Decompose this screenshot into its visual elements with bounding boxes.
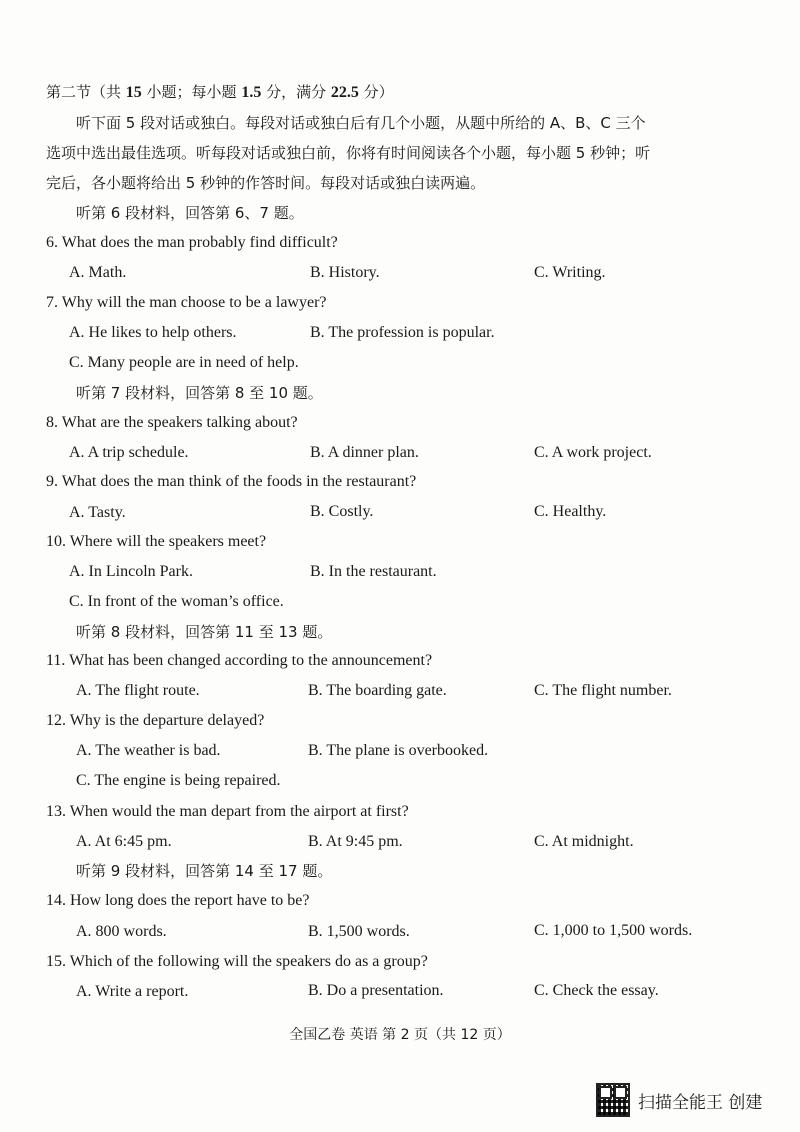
question-6-stem: 6. What does the man probably find difficult? <box>46 234 338 251</box>
scanner-watermark <box>596 1082 762 1118</box>
material-6-heading: 听第 6 段材料，回答第 6、7 题。 <box>76 204 304 222</box>
question-14-option-b: B. 1,500 words. <box>308 923 410 940</box>
question-9-option-c: C. Healthy. <box>534 503 607 520</box>
question-8-option-c: C. A work project. <box>534 444 652 461</box>
question-11-option-c: C. The flight number. <box>534 682 672 699</box>
question-13-option-c: C. At midnight. <box>534 833 634 850</box>
question-11-stem: 11. What has been changed according to the announcement? <box>46 652 433 669</box>
instruction-line-1: 听下面 5 段对话或独白。每段对话或独白后有几个小题，从题中所给的 A、B、C 三个 <box>76 114 646 132</box>
question-14-option-a: A. 800 words. <box>76 923 167 940</box>
question-10-option-b: B. In the restaurant. <box>310 563 437 580</box>
instruction-line-2: 选项中选出最佳选项。听每段对话或独白前，你将有时间阅读各个小题，每小题 5 秒钟；听 <box>46 144 651 162</box>
question-12-option-c: C. The engine is being repaired. <box>76 772 281 789</box>
instruction-line-3: 完后，各小题将给出 5 秒钟的作答时间。每段对话或独白读两遍。 <box>46 174 486 192</box>
question-13-option-a: A. At 6:45 pm. <box>76 833 172 850</box>
question-12-option-b: B. The plane is overbooked. <box>308 742 489 759</box>
question-7-option-b: B. The profession is popular. <box>310 324 495 341</box>
question-11-option-b: B. The boarding gate. <box>308 682 447 699</box>
question-7-option-c: C. Many people are in need of help. <box>69 354 299 371</box>
question-9-stem: 9. What does the man think of the foods in the restaurant? <box>46 473 417 490</box>
question-15-option-a: A. Write a report. <box>76 983 189 1000</box>
material-7-heading: 听第 7 段材料，回答第 8 至 10 题。 <box>76 384 323 402</box>
question-6-option-c: C. Writing. <box>534 264 606 281</box>
section-header: 第二节（共 15 小题；每小题 1.5 分，满分 22.5 分） <box>46 83 394 101</box>
question-8-stem: 8. What are the speakers talking about? <box>46 414 298 431</box>
question-15-option-b: B. Do a presentation. <box>308 982 444 999</box>
material-9-heading: 听第 9 段材料，回答第 14 至 17 题。 <box>76 862 333 880</box>
question-8-option-a: A. A trip schedule. <box>69 444 189 461</box>
question-9-option-a: A. Tasty. <box>69 504 126 521</box>
question-14-option-c: C. 1,000 to 1,500 words. <box>534 922 693 939</box>
question-11-option-a: A. The flight route. <box>76 682 200 699</box>
question-14-stem: 14. How long does the report have to be? <box>46 892 310 909</box>
question-15-option-c: C. Check the essay. <box>534 982 659 999</box>
question-7-stem: 7. Why will the man choose to be a lawyer? <box>46 294 327 311</box>
question-13-stem: 13. When would the man depart from the airport at first? <box>46 803 409 820</box>
qr-code-icon <box>596 1083 630 1117</box>
question-12-stem: 12. Why is the departure delayed? <box>46 712 265 729</box>
question-6-option-b: B. History. <box>310 264 380 281</box>
question-8-option-b: B. A dinner plan. <box>310 444 419 461</box>
question-13-option-b: B. At 9:45 pm. <box>308 833 403 850</box>
material-8-heading: 听第 8 段材料，回答第 11 至 13 题。 <box>76 623 333 641</box>
question-10-option-c: C. In front of the woman’s office. <box>69 593 284 610</box>
question-10-stem: 10. Where will the speakers meet? <box>46 533 267 550</box>
question-9-option-b: B. Costly. <box>310 503 374 520</box>
question-15-stem: 15. Which of the following will the speakers do as a group? <box>46 953 428 970</box>
page-footer: 全国乙卷 英语 第 2 页（共 12 页） <box>289 1027 511 1043</box>
question-10-option-a: A. In Lincoln Park. <box>69 563 193 580</box>
question-12-option-a: A. The weather is bad. <box>76 742 221 759</box>
scanner-label: 扫描全能王 创建 <box>638 1092 763 1113</box>
question-7-option-a: A. He likes to help others. <box>69 324 237 341</box>
question-6-option-a: A. Math. <box>69 264 127 281</box>
